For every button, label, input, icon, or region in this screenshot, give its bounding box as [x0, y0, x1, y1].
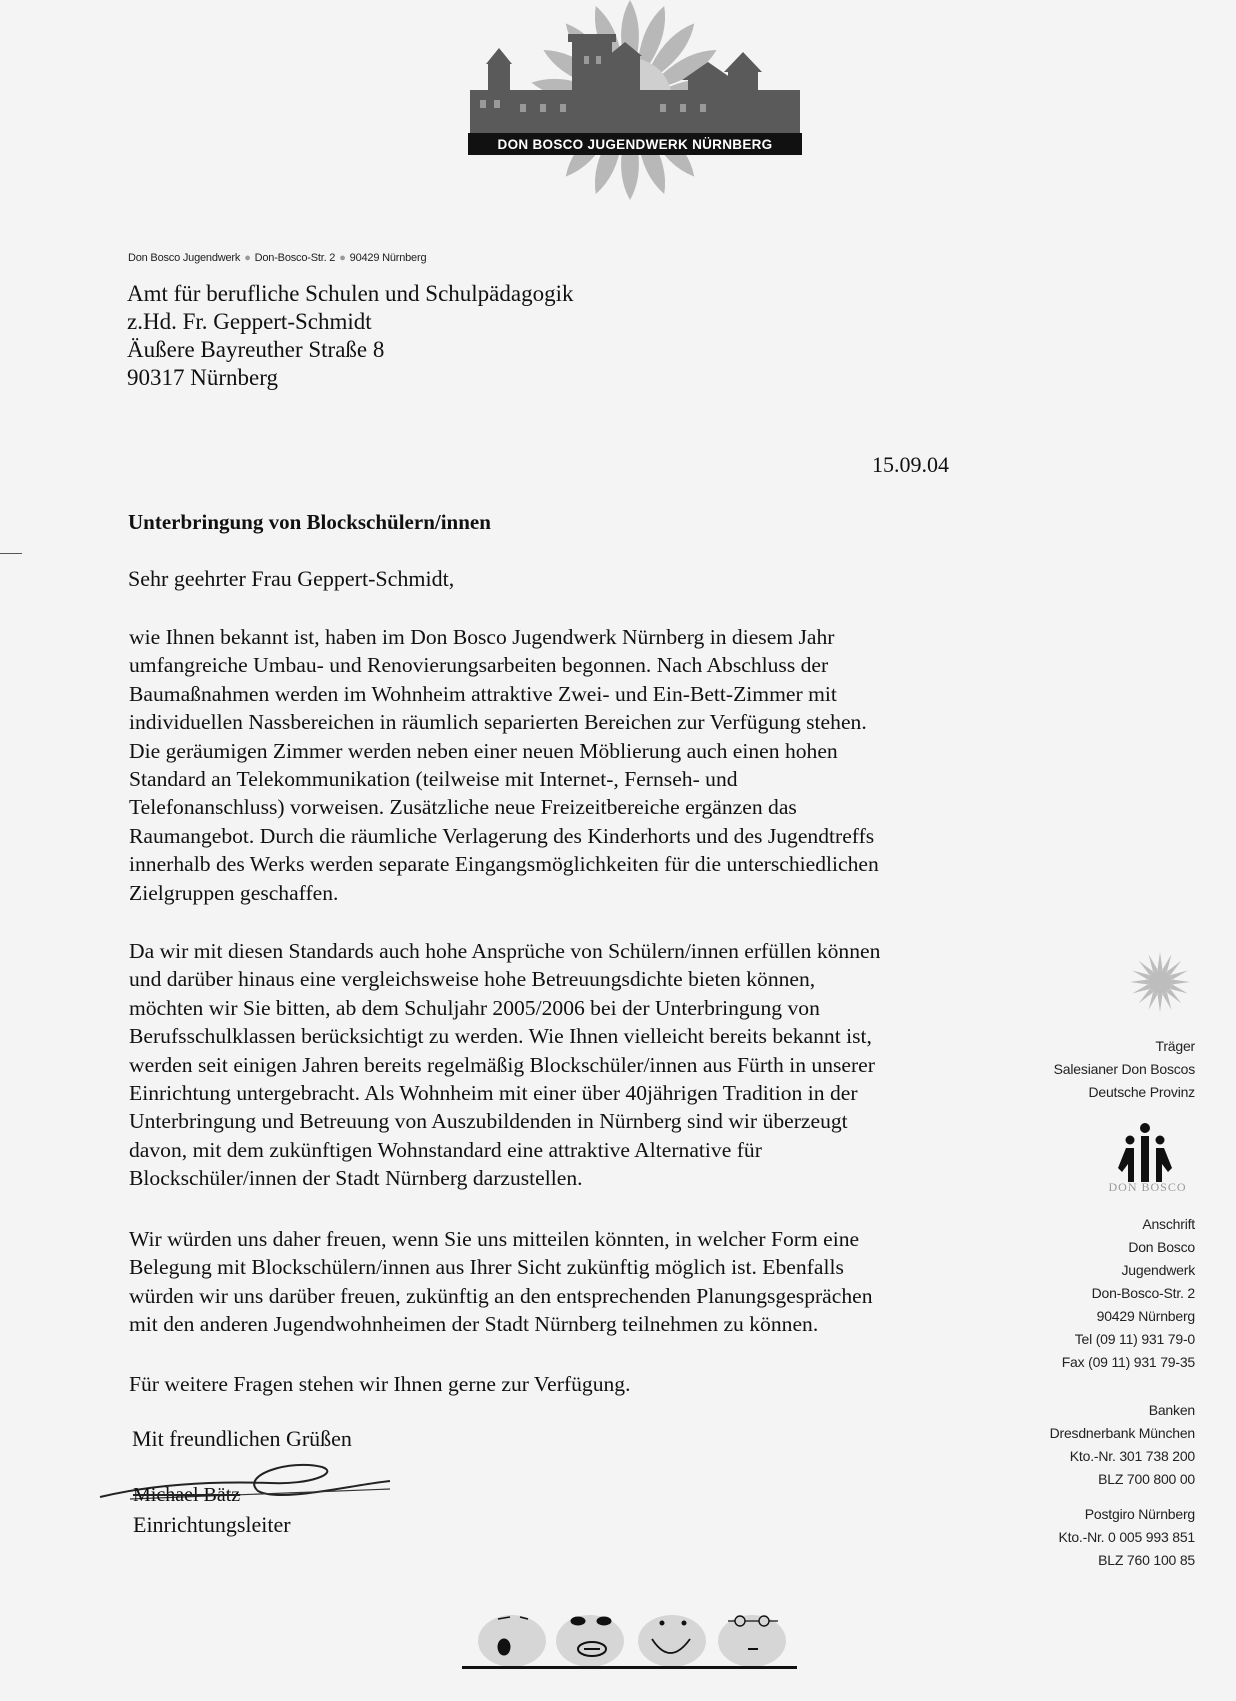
recipient-line: Amt für berufliche Schulen und Schulpädagogik: [127, 281, 574, 306]
body-paragraph-4: [129, 1370, 1009, 1398]
text-line: Standard an Telekommunikation (teilweise mit Internet-, Fernseh- und: [129, 767, 738, 792]
sidebar-line: Fax (09 11) 931 79-35: [1061, 1354, 1195, 1370]
text-line: Belegung mit Blockschülern/innen aus Ihrer Sicht zukünftig möglich ist. Ebenfalls: [129, 1255, 844, 1280]
signatory-title: Einrichtungsleiter: [133, 1512, 291, 1537]
sidebar-line: Dresdnerbank München: [1049, 1425, 1195, 1441]
recipient-line: 90317 Nürnberg: [127, 365, 278, 390]
sidebar-line: BLZ 760 100 85: [1098, 1552, 1195, 1568]
letter-date: 15.09.04: [872, 452, 949, 477]
sidebar-address: [985, 1213, 1195, 1374]
text-line: Die geräumigen Zimmer werden neben einer neuen Möblierung auch einen hohen: [129, 738, 838, 763]
sidebar-line: Deutsche Provinz: [1088, 1084, 1195, 1100]
letter-subject: Unterbringung von Blockschülern/innen: [128, 510, 491, 534]
scan-edge-mark: [0, 553, 22, 554]
letterhead-banner: DON BOSCO JUGENDWERK NÜRNBERG: [468, 133, 802, 155]
body-paragraph-2: [129, 937, 1009, 1193]
body-paragraph-1: [129, 623, 1009, 907]
letter-closing: Mit freundlichen Grüßen: [132, 1426, 352, 1451]
text-line: Unterbringung und Betreuung von Auszubildenden in Nürnberg sind wir überzeugt: [129, 1109, 848, 1134]
sender-return-address: Don Bosco Jugendwerk ● Don-Bosco-Str. 2 ● 90429 Nürnberg: [128, 252, 427, 264]
sidebar-line: Jugendwerk: [1121, 1262, 1195, 1278]
sidebar-line: Kto.-Nr. 301 738 200: [1069, 1448, 1195, 1464]
sidebar-line: Postgiro Nürnberg: [1084, 1506, 1195, 1522]
text-line: Wir würden uns daher freuen, wenn Sie uns mitteilen könnten, in welcher Form eine: [129, 1227, 860, 1251]
text-line: Da wir mit diesen Standards auch hohe Ansprüche von Schülern/innen erfüllen können: [129, 939, 881, 963]
text-line: Für weitere Fragen stehen wir Ihnen gerne zur Verfügung.: [129, 1372, 631, 1396]
sender-org: Don Bosco Jugendwerk: [128, 252, 241, 264]
sun-icon: [1128, 950, 1192, 1014]
text-line: Telefonanschluss) vorweisen. Zusätzliche neue Freizeitbereiche ergänzen das: [129, 795, 797, 820]
recipient-line: z.Hd. Fr. Geppert-Schmidt: [127, 309, 372, 334]
sidebar-line: BLZ 700 800 00: [1098, 1471, 1195, 1487]
sender-street: Don-Bosco-Str. 2: [254, 252, 336, 264]
sidebar-bank: [985, 1399, 1195, 1491]
signatory-name: Michael Bätz: [133, 1484, 241, 1506]
text-line: und darüber hinaus eine vergleichsweise hohe Betreuungsdichte bieten können,: [129, 967, 816, 992]
sidebar-logo-text: DON BOSCO: [1108, 1180, 1187, 1194]
text-line: Blockschüler/innen der Stadt Nürnberg darzustellen.: [129, 1166, 583, 1191]
sidebar-line: Don-Bosco-Str. 2: [1091, 1285, 1195, 1301]
sidebar-line: Banken: [1148, 1402, 1195, 1418]
sender-city: 90429 Nürnberg: [349, 252, 427, 264]
text-line: davon, mit dem zukünftigen Wohnstandard eine attraktive Alternative für: [129, 1137, 762, 1162]
text-line: mit den anderen Jugendwohnheimen der Stadt Nürnberg teilnehmen zu können.: [129, 1312, 819, 1337]
sidebar-line: Träger: [1155, 1038, 1195, 1054]
recipient-line: Äußere Bayreuther Straße 8: [127, 337, 385, 362]
sidebar-postgiro: [985, 1503, 1195, 1572]
sidebar-traeger: [985, 1035, 1195, 1104]
text-line: Raumangebot. Durch die räumliche Verlagerung des Kinderhorts und des Jugendtreffs: [129, 823, 875, 848]
sidebar-line: 90429 Nürnberg: [1096, 1308, 1195, 1324]
text-line: wie Ihnen bekannt ist, haben im Don Bosco Jugendwerk Nürnberg in diesem Jahr: [129, 625, 835, 649]
text-line: innerhalb des Werks werden separate Eingangsmöglichkeiten für die unterschiedlichen: [129, 852, 879, 877]
text-line: individuellen Nassbereichen in räumlich separierten Bereichen zur Verfügung stehen.: [129, 710, 867, 735]
text-line: Zielgruppen geschaffen.: [129, 880, 339, 905]
sidebar-line: Tel (09 11) 931 79-0: [1074, 1331, 1195, 1347]
text-line: werden seit einigen Jahren bereits regelmäßig Blockschüler/innen aus Fürth in unserer: [129, 1052, 875, 1077]
footer-rule: [462, 1666, 797, 1669]
sidebar-line: Salesianer Don Boscos: [1053, 1061, 1195, 1077]
text-line: würden wir uns darüber freuen, zukünftig an den entsprechenden Planungsgesprächen: [129, 1283, 873, 1308]
castle-sun-logo-icon: [460, 0, 810, 230]
sidebar-line: Don Bosco: [1128, 1239, 1195, 1255]
text-line: möchten wir Sie bitten, ab dem Schuljahr 2005/2006 bei der Unterbringung von: [129, 995, 820, 1020]
text-line: umfangreiche Umbau- und Renovierungsarbeiten begonnen. Nach Abschluss der: [129, 653, 829, 678]
cartoon-faces-icon: [462, 1605, 798, 1675]
body-paragraph-3: [129, 1225, 1009, 1339]
sidebar-line: Kto.-Nr. 0 005 993 851: [1058, 1529, 1195, 1545]
sidebar-line: Anschrift: [1142, 1216, 1195, 1232]
recipient-address: [127, 280, 573, 392]
text-line: Einrichtung untergebracht. Als Wohnheim mit einer über 40jährigen Tradition in der: [129, 1081, 858, 1106]
letter-salutation: Sehr geehrter Frau Geppert-Schmidt,: [128, 566, 455, 591]
text-line: Baumaßnahmen werden im Wohnheim attraktive Zwei- und Ein-Bett-Zimmer mit: [129, 681, 837, 706]
text-line: Berufsschulklassen berücksichtigt zu werden. Wie Ihnen vielleicht bereits bekannt ist,: [129, 1024, 872, 1049]
